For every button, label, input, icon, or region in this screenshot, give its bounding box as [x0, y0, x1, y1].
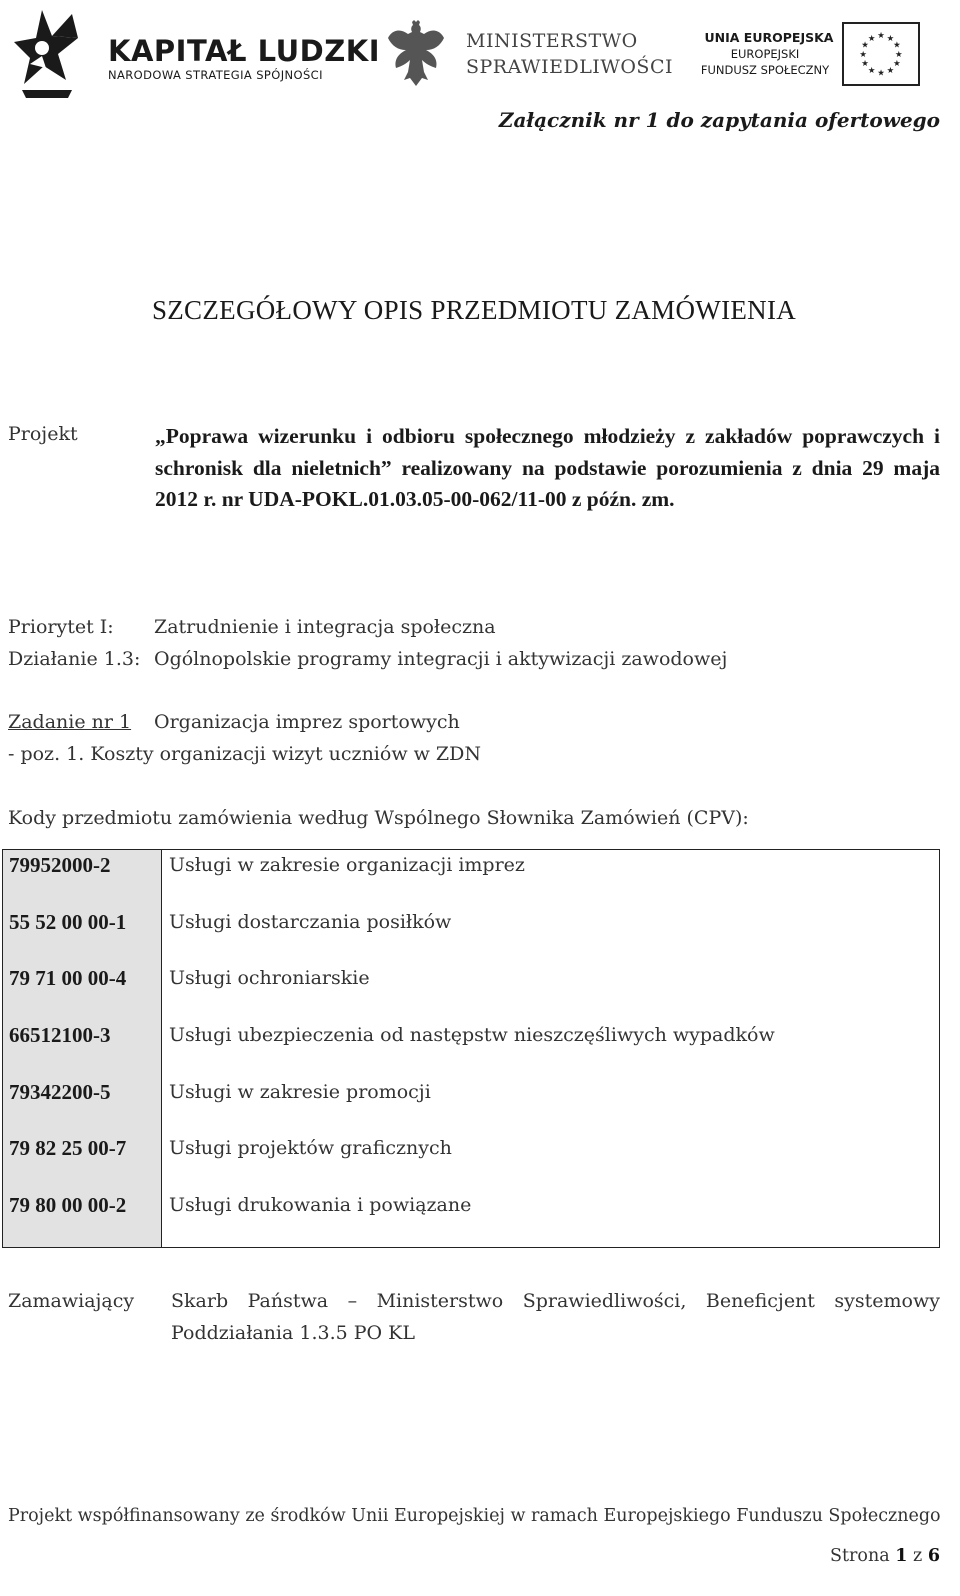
- cpv-code: 79952000-2: [9, 853, 111, 877]
- eu-fund-line2: FUNDUSZ SPOŁECZNY: [700, 63, 830, 77]
- eu-title: UNIA EUROPEJSKA: [704, 30, 834, 45]
- table-row: [3, 963, 939, 1020]
- table-row: [3, 1190, 939, 1247]
- svg-text:★: ★: [867, 32, 876, 43]
- eu-fund-line1: EUROPEJSKI: [730, 47, 800, 61]
- ministry-name-line1: MINISTERSTWO: [466, 30, 638, 52]
- cpv-table: [2, 849, 940, 1248]
- svg-text:★: ★: [886, 32, 895, 43]
- cpv-code: 79 80 00 00-2: [9, 1193, 127, 1218]
- footer-cofinancing-note: Projekt współfinansowany ze środków Unii Europejskiej w ramach Europejskiego Funduszu Społecznego: [8, 1506, 941, 1526]
- task-position: - poz. 1. Koszty organizacji wizyt uczniów w ZDN: [8, 743, 481, 765]
- cpv-name: Usługi projektów graficznych: [169, 1137, 452, 1160]
- priority-value: Zatrudnienie i integracja społeczna: [154, 616, 496, 638]
- priority-label: Priorytet I:: [8, 616, 114, 638]
- svg-text:★: ★: [886, 64, 895, 75]
- svg-text:★: ★: [861, 39, 869, 50]
- eu-flag-icon: [842, 22, 920, 86]
- table-row: [3, 1020, 939, 1077]
- kapital-ludzki-title: KAPITAŁ LUDZKI: [108, 34, 381, 68]
- kapital-ludzki-star-logo: [12, 6, 82, 106]
- cpv-code: 79342200-5: [9, 1079, 111, 1104]
- cpv-name: Usługi ubezpieczenia od następstw nieszczęśliwych wypadków: [169, 1024, 775, 1047]
- cpv-name: Usługi dostarczania posiłków: [169, 910, 452, 933]
- kapital-ludzki-subtitle: NARODOWA STRATEGIA SPÓJNOŚCI: [108, 68, 323, 82]
- task-value: Organizacja imprez sportowych: [154, 711, 460, 733]
- svg-text:★: ★: [877, 30, 885, 41]
- cpv-name: Usługi ochroniarskie: [169, 967, 370, 990]
- cpv-name: Usługi w zakresie promocji: [169, 1080, 431, 1103]
- client-label: Zamawiający: [8, 1290, 135, 1312]
- cpv-intro: Kody przedmiotu zamówienia według Wspólnego Słownika Zamówień (CPV):: [8, 807, 749, 829]
- table-row: [3, 1133, 939, 1190]
- client-value: Skarb Państwa – Ministerstwo Sprawiedliwości, Beneficjent systemowy Poddziałania 1.3.5 PO KL: [171, 1290, 940, 1344]
- page-number: [830, 1546, 940, 1566]
- svg-text:★: ★: [877, 67, 885, 78]
- svg-text:★: ★: [859, 48, 867, 59]
- cpv-code: 79 71 00 00-4: [9, 966, 127, 991]
- action-label: Działanie 1.3:: [8, 648, 141, 670]
- page-current: 1: [895, 1546, 908, 1566]
- svg-text:★: ★: [893, 39, 901, 50]
- table-row: [3, 850, 939, 907]
- eagle-emblem-icon: [386, 20, 446, 90]
- task-label: Zadanie nr 1: [8, 711, 132, 733]
- annex-heading: Załącznik nr 1 do zapytania ofertowego: [498, 108, 940, 132]
- page-prefix: Strona: [830, 1546, 890, 1566]
- cpv-name: Usługi w zakresie organizacji imprez: [169, 854, 525, 876]
- page-total: 6: [927, 1546, 940, 1566]
- svg-text:★: ★: [895, 48, 903, 59]
- document-title: SZCZEGÓŁOWY OPIS PRZEDMIOTU ZAMÓWIENIA: [151, 295, 797, 325]
- table-row: [3, 1077, 939, 1134]
- svg-text:★: ★: [867, 64, 876, 75]
- svg-text:★: ★: [861, 58, 869, 69]
- action-value: Ogólnopolskie programy integracji i aktywizacji zawodowej: [154, 648, 728, 670]
- page-separator: z: [913, 1546, 923, 1566]
- project-description: „Poprawa wizerunku i odbioru społecznego młodzieży z zakładów poprawczych i schronisk dla nieletnich” realizowany na podstawie porozumienia z dnia 29 maja 2012 r. nr UDA-POKL.01.03.05-00-062/11-00 z późn. zm.: [155, 424, 940, 511]
- cpv-code: 66512100-3: [9, 1023, 111, 1048]
- ministry-name-line2: SPRAWIEDLIWOŚCI: [466, 56, 673, 78]
- table-row: [3, 907, 939, 964]
- svg-text:★: ★: [893, 58, 901, 69]
- cpv-code: 79 82 25 00-7: [9, 1136, 127, 1161]
- project-label: Projekt: [8, 423, 78, 445]
- cpv-code: 55 52 00 00-1: [9, 909, 127, 934]
- cpv-name: Usługi drukowania i powiązane: [169, 1194, 472, 1217]
